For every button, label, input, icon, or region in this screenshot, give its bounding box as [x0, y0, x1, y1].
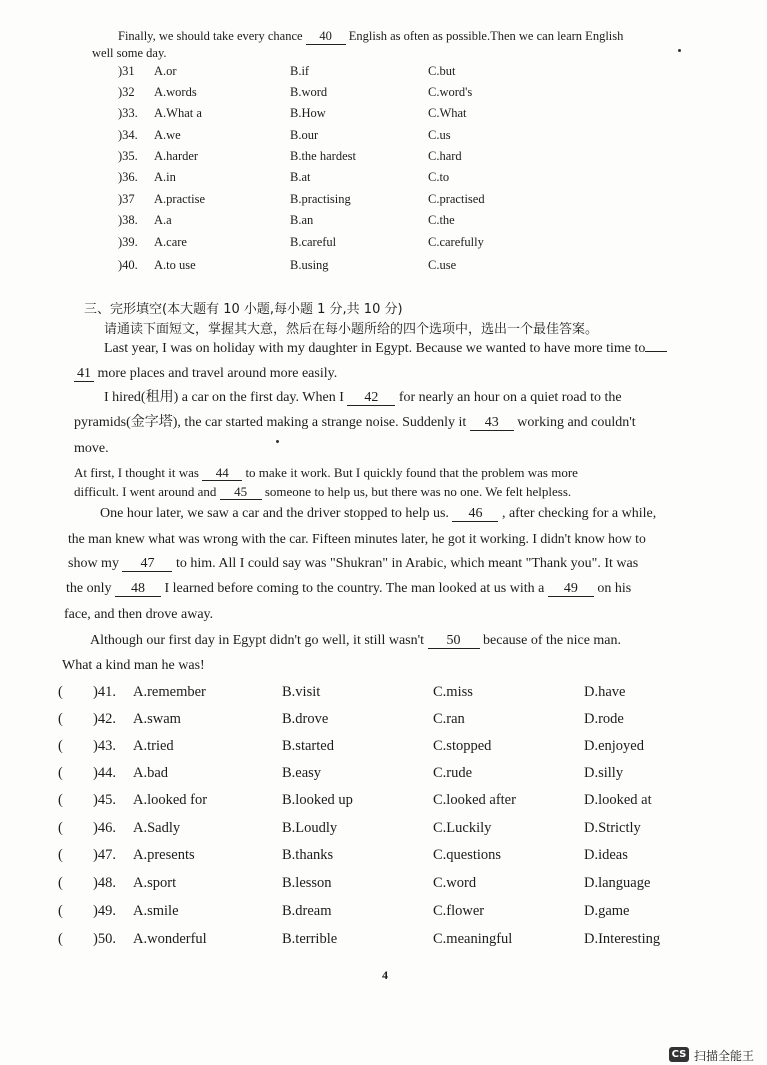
passage-line: What a kind man he was!	[62, 658, 205, 673]
blank-40: 40	[306, 29, 346, 45]
option-a: A.words	[154, 85, 197, 99]
option-d: D.rode	[584, 711, 624, 727]
option-c: C.What	[428, 106, 467, 120]
passage-text: pyramids(金字塔), the car started making a strange noise. Suddenly it	[74, 415, 467, 430]
blank-43: 43	[470, 415, 514, 431]
option-c: C.meaningful	[433, 931, 513, 947]
option-d: D.language	[584, 875, 651, 891]
blank-50: 50	[428, 633, 480, 649]
passage-line: face, and then drove away.	[64, 607, 214, 622]
option-d: D.have	[584, 684, 626, 700]
option-a: A.a	[154, 213, 172, 227]
option-c: C.ran	[433, 711, 465, 727]
question-number: )50.	[93, 931, 116, 947]
question-number: )43.	[93, 738, 116, 754]
passage-text: Last year, I was on holiday with my daughter in Egypt. Because we wanted to have more time to	[104, 341, 646, 356]
page-number: 4	[382, 968, 388, 982]
option-c: C.flower	[433, 903, 485, 919]
option-a: A.swam	[133, 711, 181, 727]
question-row	[0, 792, 767, 816]
option-a: A.smile	[133, 903, 179, 919]
option-a: A.we	[154, 128, 181, 142]
answer-paren: (	[58, 903, 63, 919]
question-row	[0, 149, 767, 169]
answer-paren: (	[58, 711, 63, 727]
question-number: )42.	[93, 711, 116, 727]
answer-paren: (	[58, 875, 63, 891]
passage-text: the only	[66, 581, 112, 596]
option-b: B.an	[290, 213, 314, 227]
passage-text: because of the nice man.	[483, 633, 622, 648]
option-a: A.looked for	[133, 792, 208, 808]
option-a: A.wonderful	[133, 931, 207, 947]
option-d: D.game	[584, 903, 630, 919]
question-number: )36.	[118, 170, 138, 184]
option-d: D.enjoyed	[584, 738, 644, 754]
option-c: C.questions	[433, 847, 502, 863]
blank-44: 44	[202, 465, 242, 481]
option-c: C.word	[433, 875, 477, 891]
question-number: )39.	[118, 235, 138, 249]
option-c: C.carefully	[428, 235, 484, 249]
option-d: D.ideas	[584, 847, 628, 863]
option-c: C.practised	[428, 192, 485, 206]
option-c: C.to	[428, 170, 450, 184]
passage-text: I learned before coming to the country. The man looked at us with a	[164, 581, 545, 596]
question-number: )31	[118, 64, 135, 78]
option-b: B.if	[290, 64, 310, 78]
option-c: C.looked after	[433, 792, 516, 808]
passage-text: difficult. I went around and	[74, 484, 217, 499]
question-number: )37	[118, 192, 135, 206]
option-a: A.or	[154, 64, 177, 78]
question-number: )35.	[118, 149, 138, 163]
option-c: C.rude	[433, 765, 473, 781]
question-row	[0, 192, 767, 212]
option-b: B.at	[290, 170, 311, 184]
option-b: B.How	[290, 106, 326, 120]
question-row	[0, 85, 767, 105]
question-number: )38.	[118, 213, 138, 227]
question-row	[0, 820, 767, 844]
passage-line	[104, 341, 667, 356]
question-number: )33.	[118, 106, 138, 120]
blank-41: 41	[74, 366, 94, 382]
blank-47: 47	[122, 556, 172, 572]
passage-text: I hired(租用) a car on the first day. When I	[104, 390, 344, 405]
answer-paren: (	[58, 765, 63, 781]
scan-speck	[678, 49, 681, 52]
question-row	[0, 738, 767, 762]
blank-48: 48	[115, 581, 161, 597]
passage-line: the man knew what was wrong with the car. Fifteen minutes later, he got it working. I didn't know how to	[68, 531, 646, 546]
option-d: D.silly	[584, 765, 624, 781]
question-row	[0, 64, 767, 84]
passage-text: At first, I thought it was	[74, 465, 199, 480]
question-number: )48.	[93, 875, 116, 891]
question-row	[0, 213, 767, 233]
passage-text: someone to help us, but there was no one. We felt helpless.	[264, 484, 572, 499]
option-a: A.remember	[133, 684, 206, 700]
option-c: C.but	[428, 64, 456, 78]
blank-45: 45	[220, 484, 262, 500]
intro-text-post: English as often as possible.Then we can learn English	[348, 29, 624, 43]
question-number: )46.	[93, 820, 116, 836]
option-c: C.miss	[433, 684, 473, 700]
option-c: C.hard	[428, 149, 462, 163]
passage-line	[68, 556, 638, 572]
intro-text-pre: Finally, we should take every chance	[118, 29, 303, 43]
option-b: B.careful	[290, 235, 337, 249]
passage-line	[90, 633, 621, 649]
passage-text: working and couldn't	[517, 415, 636, 430]
question-row	[0, 258, 767, 278]
question-row	[0, 847, 767, 871]
answer-paren: (	[58, 820, 63, 836]
passage-text: for nearly an hour on a quiet road to the	[398, 390, 622, 405]
option-b: B.looked up	[282, 792, 353, 808]
passage-line	[74, 465, 578, 481]
option-b: B.the hardest	[290, 149, 356, 163]
option-a: A.practise	[154, 192, 206, 206]
option-a: A.tried	[133, 738, 174, 754]
option-b: B.Loudly	[282, 820, 338, 836]
answer-paren: (	[58, 847, 63, 863]
passage-line	[104, 390, 622, 406]
option-b: B.practising	[290, 192, 351, 206]
question-row	[0, 711, 767, 735]
question-row	[0, 170, 767, 190]
option-a: A.harder	[154, 149, 199, 163]
option-a: A.Sadly	[133, 820, 181, 836]
blank-46: 46	[452, 506, 498, 522]
question-row	[0, 684, 767, 708]
option-d: D.Interesting	[584, 931, 661, 947]
option-a: A.presents	[133, 847, 195, 863]
option-d: D.looked at	[584, 792, 652, 808]
option-a: A.in	[154, 170, 176, 184]
passage-text: , after checking for a while,	[501, 506, 657, 521]
question-number: )45.	[93, 792, 116, 808]
passage-line	[66, 581, 631, 597]
question-number: )32	[118, 85, 135, 99]
question-number: )40.	[118, 258, 138, 272]
option-a: A.sport	[133, 875, 177, 891]
scan-speck	[276, 440, 279, 443]
option-a: A.bad	[133, 765, 169, 781]
answer-paren: (	[58, 684, 63, 700]
question-number: )49.	[93, 903, 116, 919]
option-c: C.the	[428, 213, 455, 227]
passage-text: One hour later, we saw a car and the driver stopped to help us.	[100, 506, 449, 521]
passage-text: on his	[597, 581, 632, 596]
option-b: B.started	[282, 738, 334, 754]
question-number: )44.	[93, 765, 116, 781]
option-b: B.lesson	[282, 875, 332, 891]
option-c: C.us	[428, 128, 451, 142]
question-row	[0, 106, 767, 126]
option-a: A.to use	[154, 258, 196, 272]
section-3-heading: 三、完形填空(本大题有 10 小题,每小题 1 分,共 10 分)	[84, 302, 403, 317]
option-a: A.What a	[154, 106, 202, 120]
passage-line	[74, 415, 636, 431]
answer-paren: (	[58, 792, 63, 808]
question-row	[0, 128, 767, 148]
option-b: B.terrible	[282, 931, 338, 947]
blank-49: 49	[548, 581, 594, 597]
question-row	[0, 931, 767, 955]
camscanner-watermark-text: 扫描全能王	[694, 1049, 755, 1063]
answer-paren: (	[58, 738, 63, 754]
question-row	[0, 765, 767, 789]
question-row	[0, 875, 767, 899]
question-number: )41.	[93, 684, 116, 700]
option-b: B.dream	[282, 903, 332, 919]
option-b: B.word	[290, 85, 328, 99]
option-c: C.use	[428, 258, 457, 272]
option-b: B.using	[290, 258, 329, 272]
question-number: )47.	[93, 847, 116, 863]
option-b: B.thanks	[282, 847, 334, 863]
passage-text: show my	[68, 556, 119, 571]
option-b: B.drove	[282, 711, 329, 727]
option-a: A.care	[154, 235, 187, 249]
blank-42: 42	[347, 390, 395, 406]
section-3-instruction: 请通读下面短文，掌握其大意，然后在每小题所给的四个选项中，选出一个最佳答案。	[104, 322, 599, 337]
option-b: B.visit	[282, 684, 321, 700]
camscanner-logo-icon: CS	[669, 1047, 689, 1062]
question-row	[0, 903, 767, 927]
passage-line	[74, 366, 337, 382]
intro-line-2: well some day.	[92, 46, 167, 60]
intro-line-1	[118, 29, 623, 45]
passage-line	[74, 484, 571, 500]
passage-line	[100, 506, 656, 522]
option-c: C.word's	[428, 85, 473, 99]
option-c: C.Luckily	[433, 820, 492, 836]
passage-text: Although our first day in Egypt didn't go well, it still wasn't	[90, 633, 425, 648]
option-b: B.easy	[282, 765, 322, 781]
question-number: )34.	[118, 128, 138, 142]
passage-text: to him. All I could say was "Shukran" in Arabic, which meant "Thank you". It was	[175, 556, 639, 571]
passage-text: to make it work. But I quickly found that the problem was more	[245, 465, 578, 480]
option-c: C.stopped	[433, 738, 492, 754]
option-d: D.Strictly	[584, 820, 641, 836]
option-b: B.our	[290, 128, 319, 142]
answer-paren: (	[58, 931, 63, 947]
passage-text: more places and travel around more easily.	[97, 366, 338, 381]
blank-41-tail	[645, 351, 667, 352]
question-row	[0, 235, 767, 255]
passage-line: move.	[74, 441, 109, 456]
